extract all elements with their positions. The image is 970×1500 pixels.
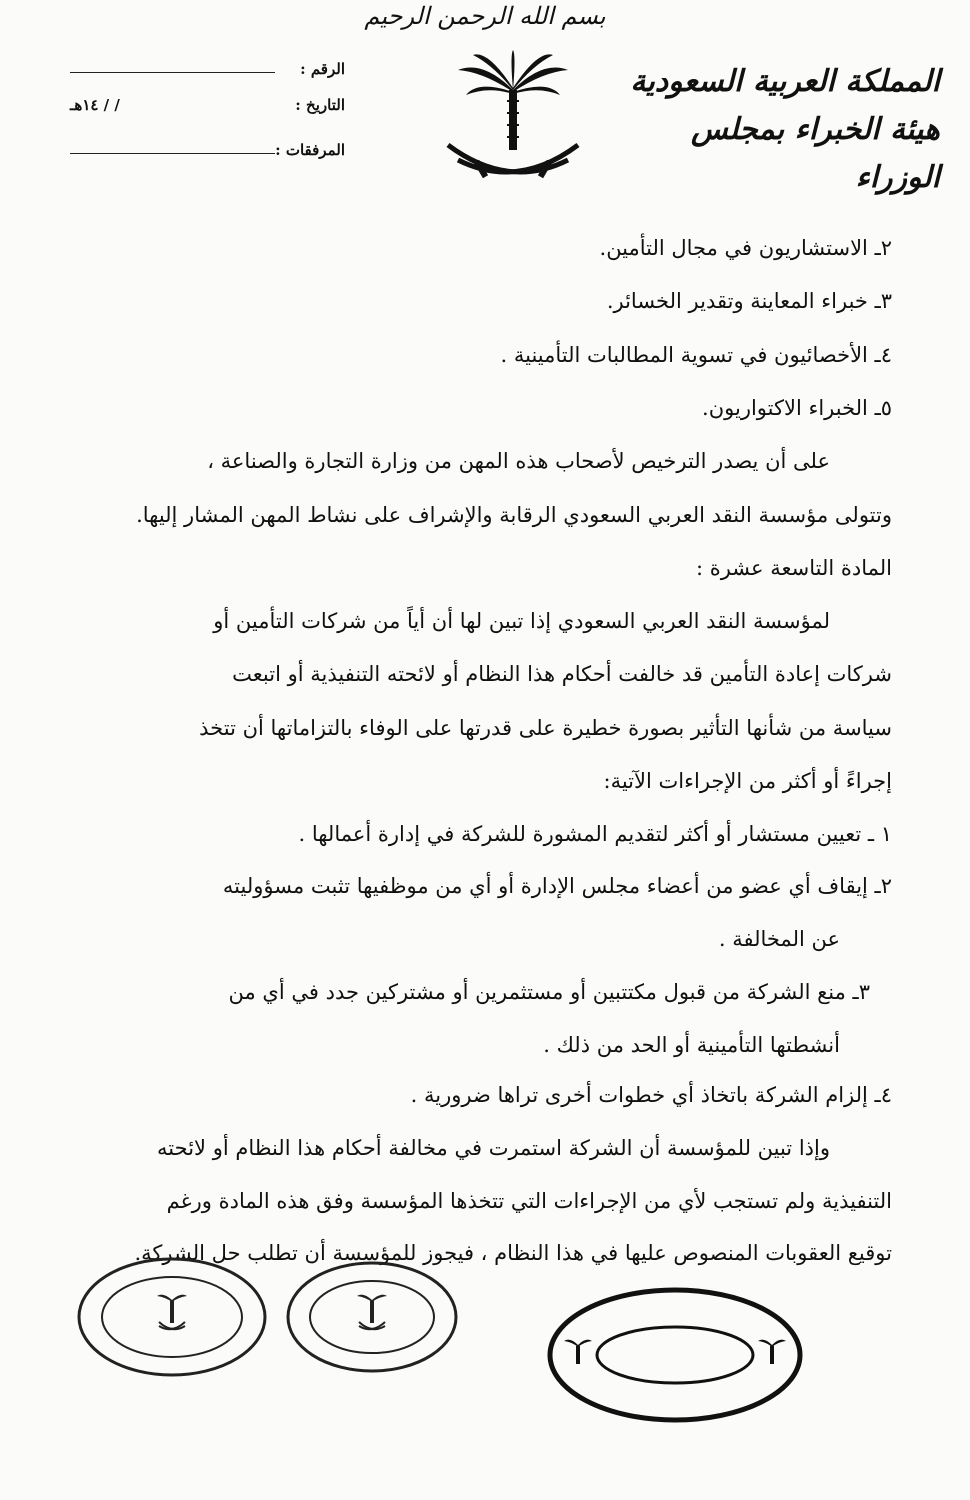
list-item: ٣ـ منع الشركة من قبول مكتتبين أو مستثمرين أو مشتركين جدد في أي من — [228, 980, 870, 1004]
date-value: / / ١٤هـ — [70, 96, 120, 114]
experts-commission-seal-icon — [75, 1252, 270, 1382]
general-secretariat-seal-icon — [285, 1258, 460, 1376]
org-line-1: المملكة العربية السعودية — [630, 64, 940, 99]
attachments-line — [70, 153, 275, 154]
list-item-continuation: أنشطتها التأمينية أو الحد من ذلك . — [543, 1033, 840, 1057]
text-line: ٣ـ خبراء المعاينة وتقدير الخسائر. — [606, 289, 892, 313]
text-line: وتتولى مؤسسة النقد العربي السعودي الرقابة والإشراف على نشاط المهن المشار إليها. — [136, 503, 892, 527]
list-item: ٢ـ إيقاف أي عضو من أعضاء مجلس الإدارة أو أي من موظفيها تثبت مسؤوليته — [222, 874, 892, 898]
article-heading: المادة التاسعة عشرة : — [695, 556, 892, 580]
text-line: ٢ـ الاستشاريون في مجال التأمين. — [599, 236, 892, 260]
org-line-2: هيئة الخبراء بمجلس الوزراء — [690, 112, 940, 195]
text-line: لمؤسسة النقد العربي السعودي إذا تبين لها أن أياً من شركات التأمين أو — [213, 609, 830, 633]
text-line: سياسة من شأنها التأثير بصورة خطيرة على قدرتها على الوفاء بالتزاماتها أن تتخذ — [199, 716, 892, 740]
text-line: توقيع العقوبات المنصوص عليها في هذا النظام ، فيجوز للمؤسسة أن تطلب حل الشركة. — [134, 1241, 892, 1265]
number-field — [70, 60, 345, 90]
list-item: ٤ـ إلزام الشركة باتخاذ أي خطوات أخرى تراها ضرورية . — [410, 1083, 892, 1107]
text-line: التنفيذية ولم تستجب لأي من الإجراءات التي تتخذها المؤسسة وفق هذه المادة ورغم — [166, 1189, 892, 1213]
date-label: التاريخ : — [295, 96, 345, 114]
text-line: ٤ـ الأخصائيون في تسوية المطالبات التأمينية . — [500, 343, 892, 367]
cabinet-court-seal-icon — [545, 1285, 805, 1425]
date-field — [70, 96, 345, 126]
basmala: بسم الله الرحمن الرحيم — [364, 2, 606, 30]
text-line: ٥ـ الخبراء الاكتواريون. — [702, 396, 892, 420]
text-line: على أن يصدر الترخيص لأصحاب هذه المهن من وزارة التجارة والصناعة ، — [207, 449, 830, 473]
attachments-label: المرفقات : — [275, 141, 345, 159]
number-label: الرقم : — [300, 60, 345, 78]
organization-name — [610, 58, 940, 202]
text-line: إجراءً أو أكثر من الإجراءات الآتية: — [603, 769, 892, 793]
list-item: ١ ـ تعيين مستشار أو أكثر لتقديم المشورة للشركة في إدارة أعمالها . — [298, 822, 892, 846]
text-line: وإذا تبين للمؤسسة أن الشركة استمرت في مخالفة أحكام هذا النظام أو لائحته — [157, 1136, 830, 1160]
text-line: شركات إعادة التأمين قد خالفت أحكام هذا النظام أو لائحته التنفيذية أو اتبعت — [232, 662, 892, 686]
palm-and-swords-emblem-icon — [438, 50, 588, 195]
attachments-field — [70, 141, 345, 171]
number-line — [70, 72, 275, 73]
list-item-continuation: عن المخالفة . — [718, 927, 840, 951]
